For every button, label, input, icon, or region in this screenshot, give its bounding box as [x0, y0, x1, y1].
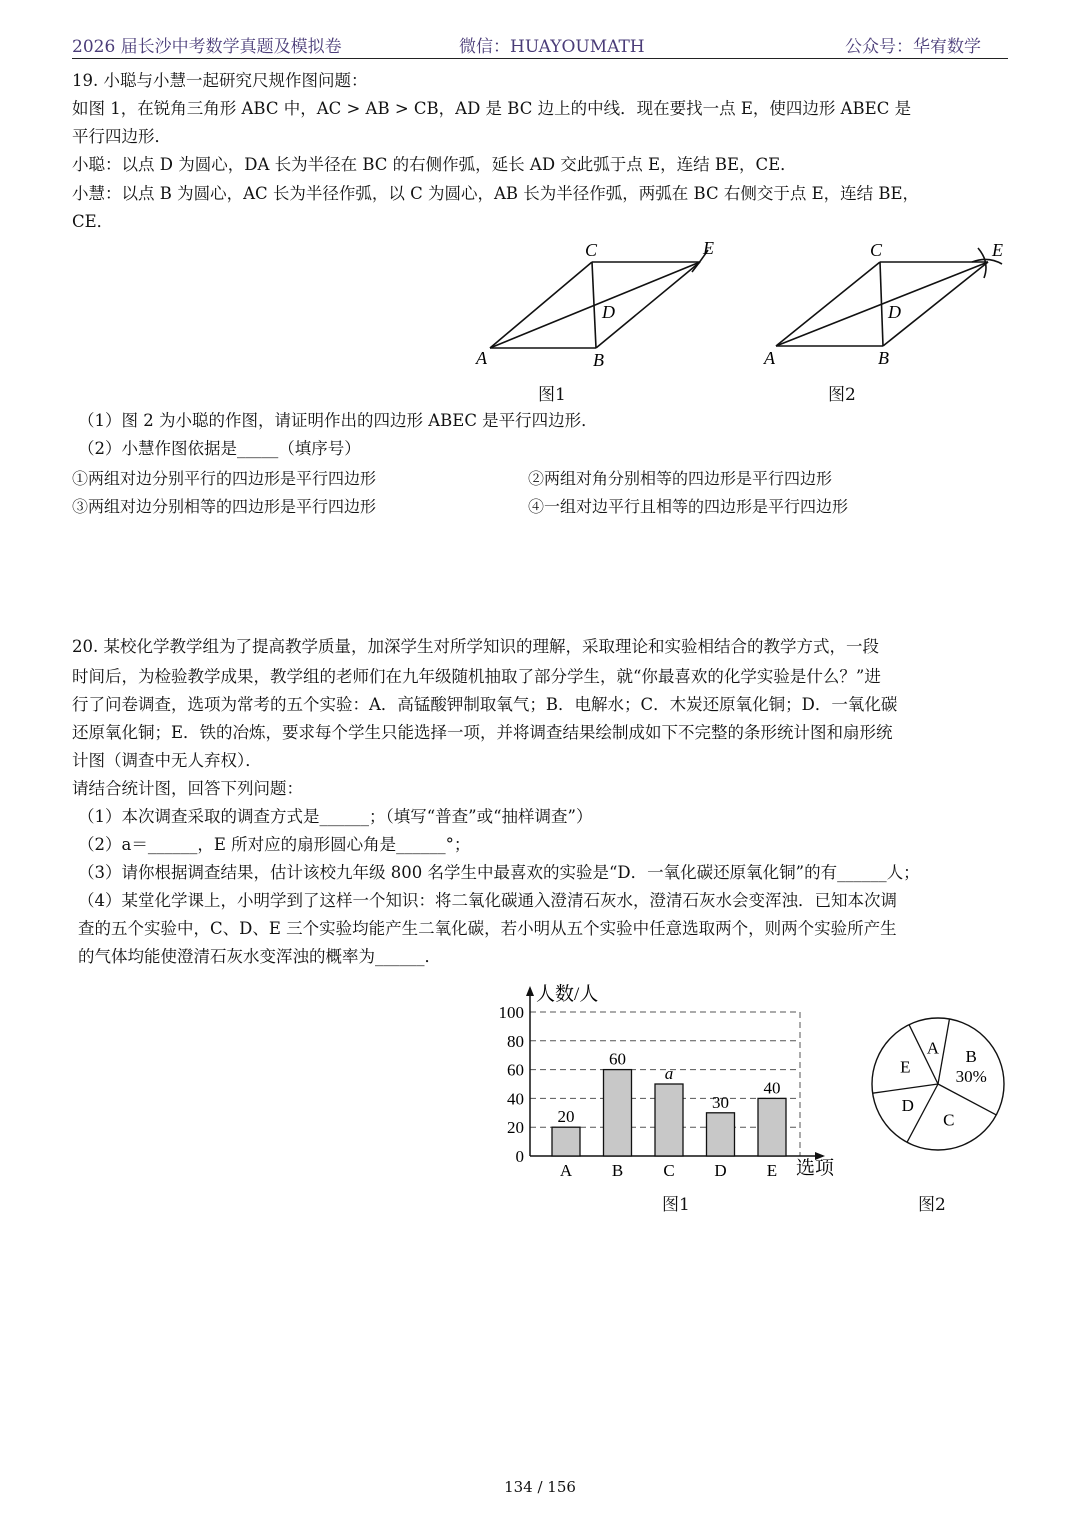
- xtick-label-B: B: [611, 1161, 624, 1180]
- q19-figure1: [490, 250, 708, 348]
- q20-fig1-caption: 图1: [662, 1195, 690, 1215]
- fig1-label-A: A: [476, 348, 487, 368]
- q20-line-11: 查的五个实验中，C、D、E 三个实验均能产生二氧化碳，若小明从五个实验中任意选取两个，则两个实验所产生: [78, 919, 897, 938]
- fig1-label-B: B: [593, 350, 604, 370]
- q20-line-12: 的气体均能使澄清石灰水变浑浊的概率为______．: [78, 947, 441, 966]
- ytick-label-80: 80: [507, 1031, 524, 1051]
- seg2-AC: [776, 262, 880, 346]
- data-label-C: a: [664, 1064, 674, 1083]
- bar-C: [655, 1084, 683, 1156]
- fig2-label-E: E: [992, 240, 1003, 260]
- q19-line2: 如图 1，在锐角三角形 ABC 中，AC > AB > CB，AD 是 BC 边上的中线．现在要找一点 E，使四边形 ABEC 是: [72, 99, 912, 118]
- q20-line-5: 计图（调查中无人弃权）．: [72, 751, 262, 770]
- xtick-label-A: A: [559, 1161, 573, 1180]
- fig2-label-D: D: [888, 302, 901, 322]
- y-axis-title: 人数/人: [536, 984, 599, 1005]
- q19-line1: 19. 小聪与小慧一起研究尺规作图问题：: [72, 71, 368, 90]
- fig2-label-B: B: [878, 348, 889, 368]
- q20-pie-chart: [868, 1014, 1008, 1154]
- header-center: 微信：HUAYOUMATH: [459, 37, 645, 57]
- bar-D: [707, 1113, 735, 1156]
- q19-figures: [470, 236, 1030, 376]
- q19-fig1-caption: 图1: [538, 385, 566, 405]
- page-number: 134 / 156: [504, 1478, 576, 1496]
- q20-line-4: 还原氧化铜；E．铁的冶炼，要求每个学生只能选择一项，并将调查结果绘制成如下不完整的条形统计图和扇形统: [72, 723, 893, 742]
- q20-bar-chart: [488, 978, 848, 1188]
- data-label-A: 20: [557, 1107, 575, 1127]
- x-axis-title: 选项: [796, 1158, 835, 1179]
- q20-line-7: （1）本次调查采取的调查方式是______；（填写“普查”或“抽样调查”）: [78, 807, 593, 826]
- pie-label-C: C: [943, 1110, 955, 1130]
- fig1-label-C: C: [585, 240, 598, 260]
- q19-option-1: ①两组对边分别平行的四边形是平行四边形: [72, 469, 377, 488]
- pie-label-B: B: [965, 1046, 977, 1066]
- pie-percent-B: 30%: [955, 1066, 987, 1086]
- seg-AC: [490, 262, 592, 348]
- ytick-label-40: 40: [507, 1089, 524, 1109]
- q19-line4: 小聪：以点 D 为圆心，DA 长为半径在 BC 的右侧作弧，延长 AD 交此弧于点 E，连结 BE，CE．: [72, 155, 797, 174]
- header-left: 2026 届长沙中考数学真题及模拟卷: [72, 37, 342, 57]
- q20-line-3: 行了问卷调查，选项为常考的五个实验：A．高锰酸钾制取氧气；B．电解水；C．木炭还原氧化铜；D．一氧化碳: [72, 695, 898, 714]
- q20-line-10: （4）某堂化学课上，小明学到了这样一个知识：将二氧化碳通入澄清石灰水，澄清石灰水会变浑浊．已知本次调: [78, 891, 897, 910]
- q19-line3: 平行四边形．: [72, 127, 171, 146]
- q19-option-4: ④一组对边平行且相等的四边形是平行四边形: [528, 497, 849, 516]
- q20-line-2: 时间后，为检验教学成果，教学组的老师们在九年级随机抽取了部分学生，就“你最喜欢的化学实验是什么？”进: [72, 667, 881, 686]
- xtick-label-D: D: [714, 1161, 727, 1180]
- data-label-D: 30: [712, 1092, 729, 1112]
- q20-fig2-caption: 图2: [918, 1195, 946, 1215]
- q19-option-2: ②两组对角分别相等的四边形是平行四边形: [528, 469, 833, 488]
- pie-label-D: D: [901, 1096, 914, 1116]
- pie-label-E: E: [900, 1057, 911, 1077]
- header-right: 公众号：华宥数学: [845, 37, 981, 57]
- q20-line-6: 请结合统计图，回答下列问题：: [72, 779, 303, 798]
- q20-line-9: （3）请你根据调查结果，估计该校九年级 800 名学生中最喜欢的实验是“D．一氧化碳还原氧化铜”的有______人；: [78, 863, 920, 882]
- xtick-label-C: C: [663, 1161, 675, 1180]
- bar-B: [604, 1070, 632, 1156]
- fig2-label-C: C: [870, 240, 883, 260]
- q19-sub1: （1）图 2 为小聪的作图，请证明作出的四边形 ABEC 是平行四边形．: [78, 411, 598, 430]
- fig2-label-A: A: [764, 348, 775, 368]
- q19-sub2: （2）小慧作图依据是_____（填序号）: [78, 439, 361, 458]
- fig1-label-D: D: [602, 302, 615, 322]
- ytick-label-20: 20: [507, 1118, 524, 1138]
- q19-option-3: ③两组对边分别相等的四边形是平行四边形: [72, 497, 377, 516]
- bar-A: [552, 1127, 580, 1156]
- bar-E: [758, 1098, 786, 1156]
- fig1-label-E: E: [703, 238, 714, 258]
- q19-fig2-caption: 图2: [828, 385, 856, 405]
- arc2-mark-1: [978, 248, 986, 278]
- q19-line6: CE．: [72, 212, 114, 231]
- header-rule: [72, 58, 1008, 59]
- ytick-label-60: 60: [507, 1060, 524, 1080]
- q20-line-1: 20. 某校化学教学组为了提高教学质量，加深学生对所学知识的理解，采取理论和实验相结合的教学方式，一段: [72, 637, 879, 656]
- data-label-B: 60: [609, 1049, 626, 1069]
- ytick-label-0: 0: [515, 1147, 524, 1166]
- pie-label-A: A: [926, 1038, 939, 1058]
- data-label-E: 40: [763, 1078, 781, 1098]
- ytick-label-100: 100: [498, 1003, 524, 1022]
- q19-line5: 小慧：以点 B 为圆心，AC 长为半径作弧，以 C 为圆心，AB 长为半径作弧，两弧在 BC 右侧交于点 E，连结 BE，: [72, 184, 920, 203]
- q20-line-8: （2）a＝______，E 所对应的扇形圆心角是______°；: [78, 835, 471, 854]
- q19-figure2: [776, 248, 1002, 346]
- xtick-label-E: E: [766, 1161, 778, 1180]
- y-axis-arrow: [526, 986, 534, 996]
